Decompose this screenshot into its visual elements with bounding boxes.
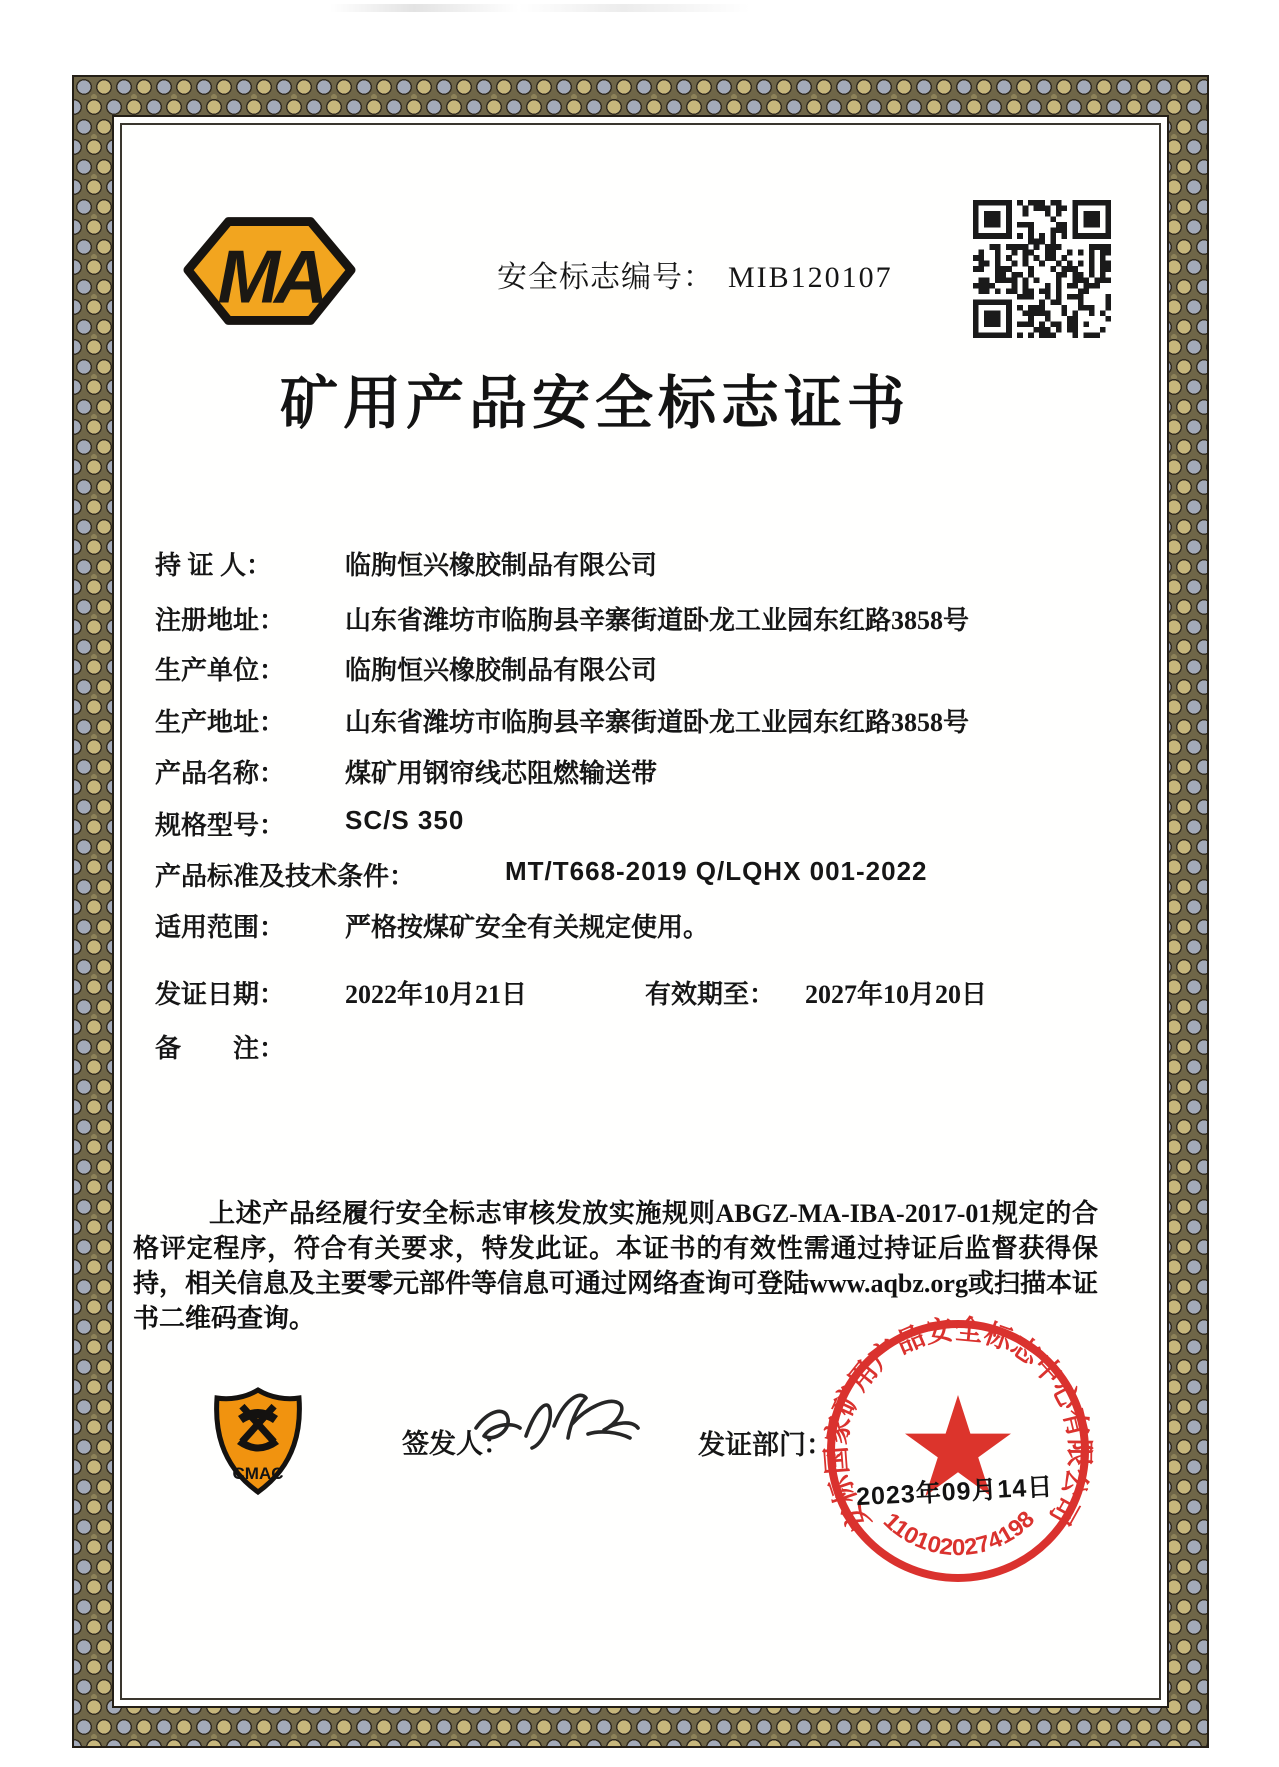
ma-logo-letters: MA bbox=[217, 234, 323, 319]
conformity-statement: 上述产品经履行安全标志审核发放实施规则ABGZ-MA-IBA-2017-01规定的合格评定程序，符合有关要求，特发此证。本证书的有效性需通过持证后监督获得保持，相关信息及主要零元部件等信息可通过网络查询可登陆www.aqbz.org或扫描本证书二维码查询。 bbox=[133, 1199, 1098, 1333]
field-label: 产品名称： bbox=[155, 759, 286, 788]
issue-date-label: 发证日期： bbox=[155, 980, 286, 1009]
certificate-title: 矿用产品安全标志证书 bbox=[279, 371, 910, 436]
official-red-seal bbox=[818, 1311, 1098, 1591]
dates-row bbox=[0, 974, 1279, 1008]
seal-number-text: 1101020274198 bbox=[878, 1505, 1039, 1561]
field-row-product-name bbox=[0, 753, 1279, 787]
field-value: 山东省潍坊市临朐县辛寨街道卧龙工业园东红路3858号 bbox=[345, 708, 970, 737]
field-row-manufacturer bbox=[0, 650, 1279, 684]
seal-company-text: 安标国家矿用产品安全标志中心有限公司 bbox=[820, 1313, 1096, 1538]
field-row-prod-address bbox=[0, 702, 1279, 736]
remark-row bbox=[0, 1028, 1279, 1062]
cmac-badge bbox=[213, 1386, 303, 1496]
certificate-number-line bbox=[497, 252, 893, 296]
field-label: 持 证 人： bbox=[155, 551, 273, 580]
field-value: 山东省潍坊市临朐县辛寨街道卧龙工业园东红路3858号 bbox=[345, 606, 970, 635]
svg-text:1101020274198 bbox=[879, 1505, 1040, 1560]
field-row-model bbox=[0, 805, 1279, 839]
field-label: 规格型号： bbox=[155, 811, 286, 840]
field-row-holder bbox=[0, 545, 1279, 579]
field-row-standard bbox=[0, 856, 1279, 890]
field-value: 临朐恒兴橡胶制品有限公司 bbox=[345, 656, 658, 685]
issue-date-value: 2022年10月21日 bbox=[345, 980, 528, 1009]
field-label: 生产地址： bbox=[155, 708, 286, 737]
field-value: 煤矿用钢帘线芯阻燃输送带 bbox=[345, 759, 658, 788]
certificate-number-label: 安全标志编号： bbox=[497, 261, 714, 294]
ma-mining-safety-logo bbox=[182, 215, 357, 327]
field-value: MT/T668-2019 Q/LQHX 001-2022 bbox=[505, 856, 928, 886]
field-value: SC/S 350 bbox=[345, 805, 465, 835]
field-label: 注册地址： bbox=[155, 606, 286, 635]
field-row-reg-address bbox=[0, 600, 1279, 634]
field-row-scope bbox=[0, 907, 1279, 941]
signer-label: 签发人： bbox=[402, 1429, 510, 1459]
field-value: 严格按煤矿安全有关规定使用。 bbox=[345, 913, 710, 942]
field-value: 临朐恒兴橡胶制品有限公司 bbox=[345, 551, 658, 580]
remark-label: 备 注： bbox=[155, 1034, 286, 1063]
certificate-number-value: MIB120107 bbox=[728, 261, 893, 294]
qr-code bbox=[973, 200, 1111, 338]
handwritten-signature bbox=[468, 1386, 643, 1471]
field-label: 适用范围： bbox=[155, 913, 286, 942]
cmac-text: CMAC bbox=[232, 1464, 284, 1483]
expiry-date-value: 2027年10月20日 bbox=[805, 980, 988, 1009]
issuing-department-label: 发证部门： bbox=[698, 1430, 833, 1460]
expiry-date-label: 有效期至： bbox=[645, 980, 776, 1009]
field-label: 生产单位： bbox=[155, 656, 286, 685]
field-label: 产品标准及技术条件： bbox=[155, 862, 416, 891]
scan-artifact bbox=[330, 4, 750, 12]
seal-date: 2023年09月14日 bbox=[855, 1472, 1054, 1512]
